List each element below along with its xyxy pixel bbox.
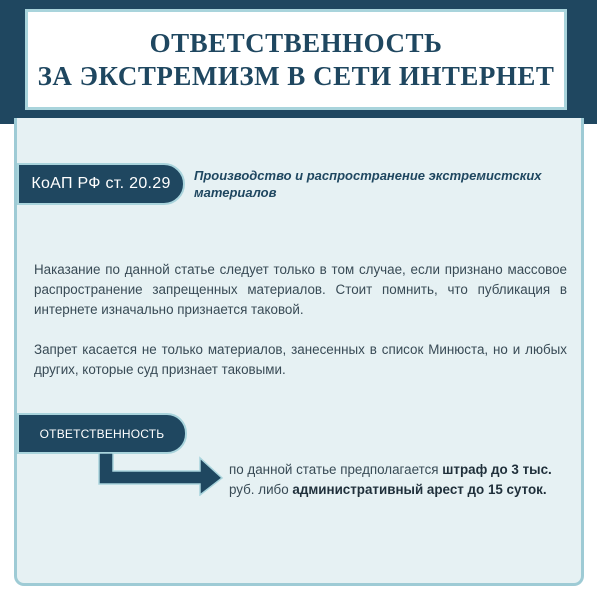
resp-fine: штраф до 3 тыс. bbox=[442, 462, 552, 477]
article-title: Производство и распространение экстремистских материалов bbox=[194, 168, 542, 200]
title-box bbox=[25, 9, 567, 110]
body-paragraph-1: Наказание по данной статье следует только в том случае, если признано массовое распространение запрещенных материалов. Стоит помнить, что публикация в интернете изначально признается таковой. bbox=[34, 262, 567, 317]
bent-arrow-right-icon bbox=[98, 452, 224, 496]
resp-text-part1: по данной статье предполагается bbox=[229, 462, 443, 477]
resp-arrest: административный арест до 15 суток. bbox=[292, 482, 547, 497]
resp-text-part2: руб. либо bbox=[229, 482, 293, 497]
page-title-line1: ОТВЕТСТВЕННОСТЬ bbox=[149, 27, 443, 58]
responsibility-text bbox=[229, 460, 574, 500]
responsibility-badge bbox=[17, 413, 187, 454]
body-paragraph-2: Запрет касается не только материалов, занесенных в список Минюста, но и любых других, которые суд признает таковыми. bbox=[34, 342, 567, 377]
article-badge bbox=[17, 163, 185, 205]
responsibility-badge-label: ОТВЕТСТВЕННОСТЬ bbox=[39, 426, 165, 441]
article-badge-label: КоАП РФ ст. 20.29 bbox=[31, 175, 171, 192]
page-title-line2: ЗА ЭКСТРЕМИЗМ В СЕТИ ИНТЕРНЕТ bbox=[37, 60, 555, 91]
